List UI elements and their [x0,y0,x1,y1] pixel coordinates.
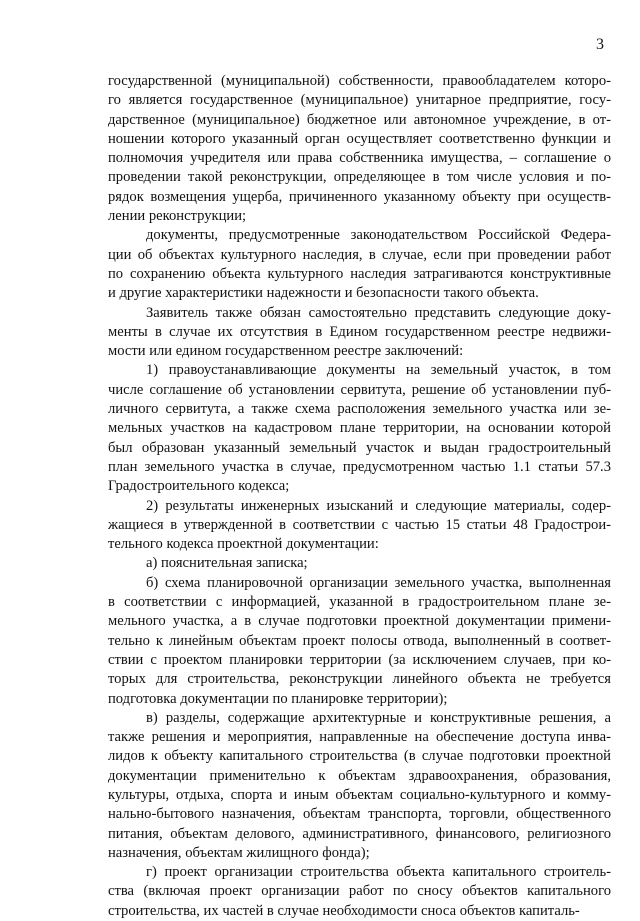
text-line: личного сервитута, а также схема расположения земельного участка или зе- [108,401,611,418]
paragraph [108,226,611,303]
text-line: документации применительно к объектам здравоохранения, образования, [108,767,611,784]
text-line: 1) правоустанавливающие документы на земельный участок, в том [146,362,611,379]
text-line: жащиеся в утвержденной в соответствии с частью 15 статьи 48 Градострои- [108,516,611,533]
text-line: подготовка документации по планировке территории); [108,690,448,707]
text-line: б) схема планировочной организации земельного участка, выполненная [146,574,611,591]
text-line: а) пояснительная записка; [146,555,308,572]
paragraph [108,497,611,555]
text-line: лении реконструкции; [108,208,247,225]
text-line: назначения, объектам жилищного фонда); [108,844,370,861]
text-line: в) разделы, содержащие архитектурные и конструктивные решения, а [146,709,611,726]
text-line: 2) результаты инженерных изысканий и следующие материалы, содер- [146,497,611,514]
text-line: ции об объектах культурного наследия, в случае, если при проведении работ [108,246,611,263]
text-line: ношении которого указанный орган осуществляет соответственно функции и [108,130,611,147]
text-line: го является государственное (муниципальное) унитарное предприятие, госу- [108,92,611,109]
text-line: документы, предусмотренные законодательством Российской Федера- [146,227,611,244]
text-line: государственной (муниципальной) собственности, правообладателем которо- [108,73,611,89]
text-line: мельного участка, а в случае подготовки проектной документации примени- [108,613,611,630]
paragraph [108,304,611,362]
text-line: торых для строительства, реконструкции линейного объекта не требуется [108,671,611,688]
text-line: ствии с проектом планировки территории (за исключением случаев, при ко- [108,651,611,668]
text-line: тельно к линейным объектам проект полосы отвода, выполненный в соответ- [108,632,611,649]
text-line: был образован указанный земельный участок и выдан градостроительный [108,439,611,456]
text-line: мельных участков на кадастровом плане территории, на основании которой [108,420,611,437]
text-line: план земельного участка в случае, предусмотренном частью 1.1 статьи 57.3 [108,458,611,475]
text-line: г) проект организации строительства объекта капитального строитель- [146,864,611,881]
text-line: также решения и мероприятия, направленные на обеспечение доступа инва- [108,729,611,746]
page-number: 3 [596,36,604,53]
paragraph [108,863,611,921]
text-line: строительства, их частей в случае необходимости сноса объектов капиталь- [108,902,580,919]
paragraph [108,574,611,709]
text-line: числе соглашение об установлении сервитута, решение об установлении пуб- [108,381,611,398]
text-line: менты в случае их отсутствия в Едином государственном реестре недвижи- [108,323,611,340]
text-line: дарственное (муниципальное) бюджетное или автономное учреждение, в от- [108,111,611,128]
text-line: культуры, отдыха, спорта и иным объектам социально-культурного и комму- [108,786,611,803]
text-line: в соответствии с информацией, указанной в градостроительном плане зе- [108,594,611,611]
text-line: Заявитель также обязан самостоятельно представить следующие доку- [146,304,611,321]
paragraph [108,554,611,573]
text-line: полномочия учредителя или права собственника имущества, – соглашение о [108,150,611,167]
text-line: по сохранению объекта культурного наследия затрагиваются конструктивные [108,265,611,282]
text-line: нально-бытового назначения, объектам транспорта, торговли, общественного [108,806,611,823]
paragraph [108,72,611,226]
text-line: тельного кодекса проектной документации: [108,536,379,553]
text-line: и другие характеристики надежности и безопасности такого объекта. [108,285,539,302]
paragraph [108,361,611,496]
text-line: рядок возмещения ущерба, причиненного указанному объекту при осуществ- [108,188,611,205]
text-line: мости или едином государственном реестре заключений: [108,343,464,360]
text-line: ства (включая проект организации работ по сносу объектов капитального [108,883,611,900]
text-line: питания, объектам делового, административного, финансового, религиозного [108,825,611,842]
text-line: проведении такой реконструкции, определяющее в том числе условия и по- [108,169,611,186]
text-line: лидов к объекту капитального строительства (в случае подготовки проектной [108,748,611,765]
text-line: Градостроительного кодекса; [108,478,290,495]
paragraph [108,709,611,863]
document-body [108,72,611,921]
